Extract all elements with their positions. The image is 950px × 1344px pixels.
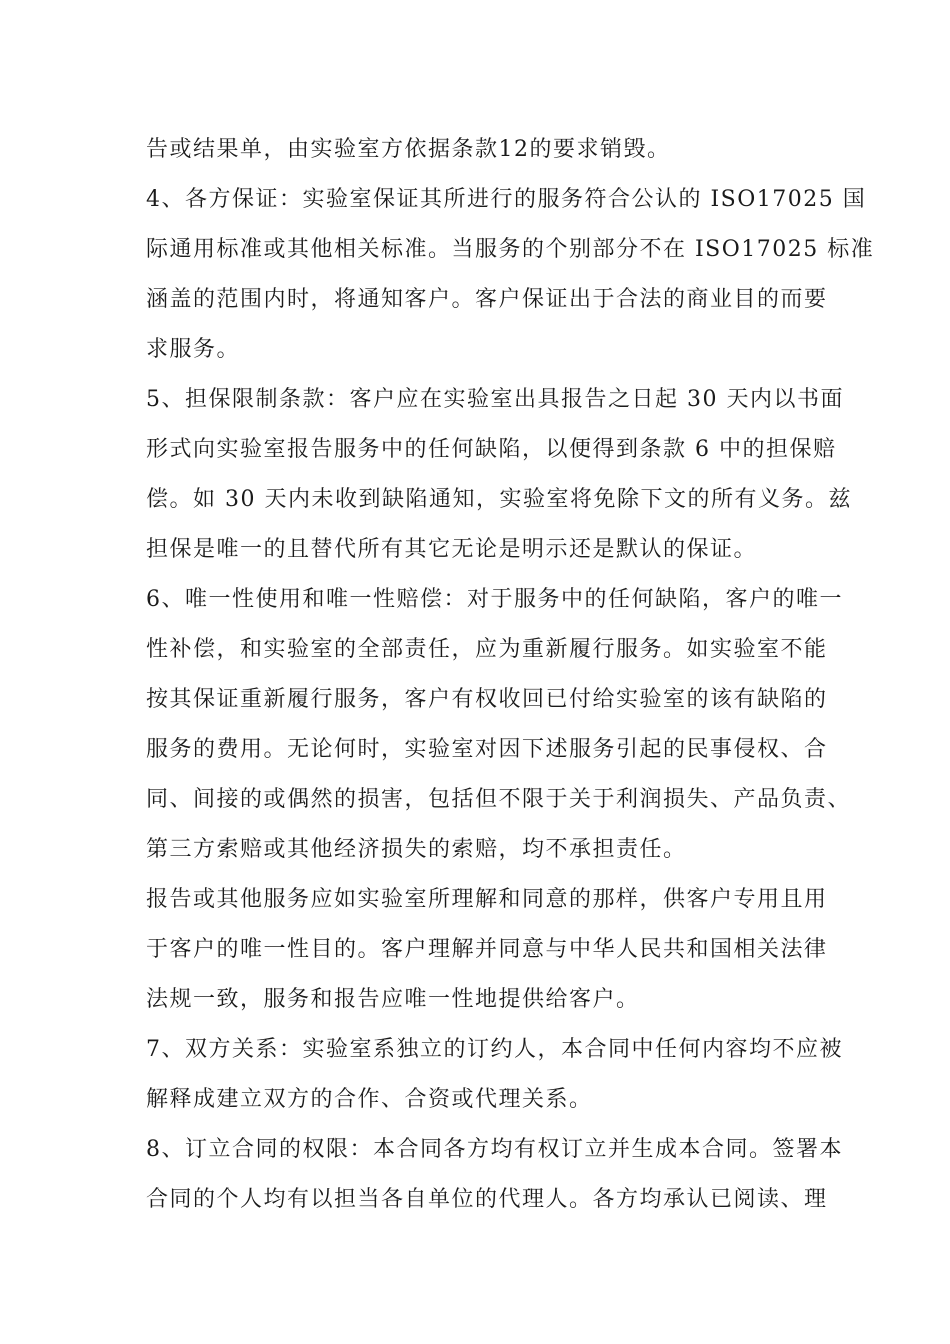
text-line: 同、间接的或偶然的损害，包括但不限于关于利润损失、产品负责、: [146, 787, 852, 812]
text-line: 按其保证重新履行服务，客户有权收回已付给实验室的该有缺陷的: [146, 687, 828, 712]
text-line: 第三方索赔或其他经济损失的索赔，均不承担责任。: [146, 837, 687, 862]
text-line: 于客户的唯一性目的。客户理解并同意与中华人民共和国相关法律: [146, 937, 828, 962]
text-line: 性补偿，和实验室的全部责任，应为重新履行服务。如实验室不能: [146, 637, 828, 662]
text-line: 4、各方保证：实验室保证其所进行的服务符合公认的 ISO17025 国: [146, 187, 867, 212]
text-line: 合同的个人均有以担当各自单位的代理人。各方均承认已阅读、理: [146, 1187, 828, 1212]
text-line: 偿。如 30 天内未收到缺陷通知，实验室将免除下文的所有义务。兹: [146, 487, 852, 512]
text-line: 解释成建立双方的合作、合资或代理关系。: [146, 1087, 593, 1112]
text-line: 担保是唯一的且替代所有其它无论是明示还是默认的保证。: [146, 537, 758, 562]
text-line: 5、担保限制条款：客户应在实验室出具报告之日起 30 天内以书面: [146, 387, 844, 412]
text-line: 8、订立合同的权限：本合同各方均有权订立并生成本合同。签署本: [146, 1137, 843, 1162]
text-line: 际通用标准或其他相关标准。当服务的个别部分不在 ISO17025 标准: [146, 237, 875, 262]
text-line: 涵盖的范围内时，将通知客户。客户保证出于合法的商业目的而要: [146, 287, 828, 312]
text-line: 告或结果单，由实验室方依据条款12的要求销毁。: [146, 137, 671, 162]
text-line: 6、唯一性使用和唯一性赔偿：对于服务中的任何缺陷，客户的唯一: [146, 587, 843, 612]
text-line: 形式向实验室报告服务中的任何缺陷，以便得到条款 6 中的担保赔: [146, 437, 837, 462]
text-line: 服务的费用。无论何时，实验室对因下述服务引起的民事侵权、合: [146, 737, 828, 762]
text-line: 7、双方关系：实验室系独立的订约人，本合同中任何内容均不应被: [146, 1037, 843, 1062]
text-line: 报告或其他服务应如实验室所理解和同意的那样，供客户专用且用: [146, 887, 828, 912]
text-line: 法规一致，服务和报告应唯一性地提供给客户。: [146, 987, 640, 1012]
text-line: 求服务。: [146, 337, 241, 362]
